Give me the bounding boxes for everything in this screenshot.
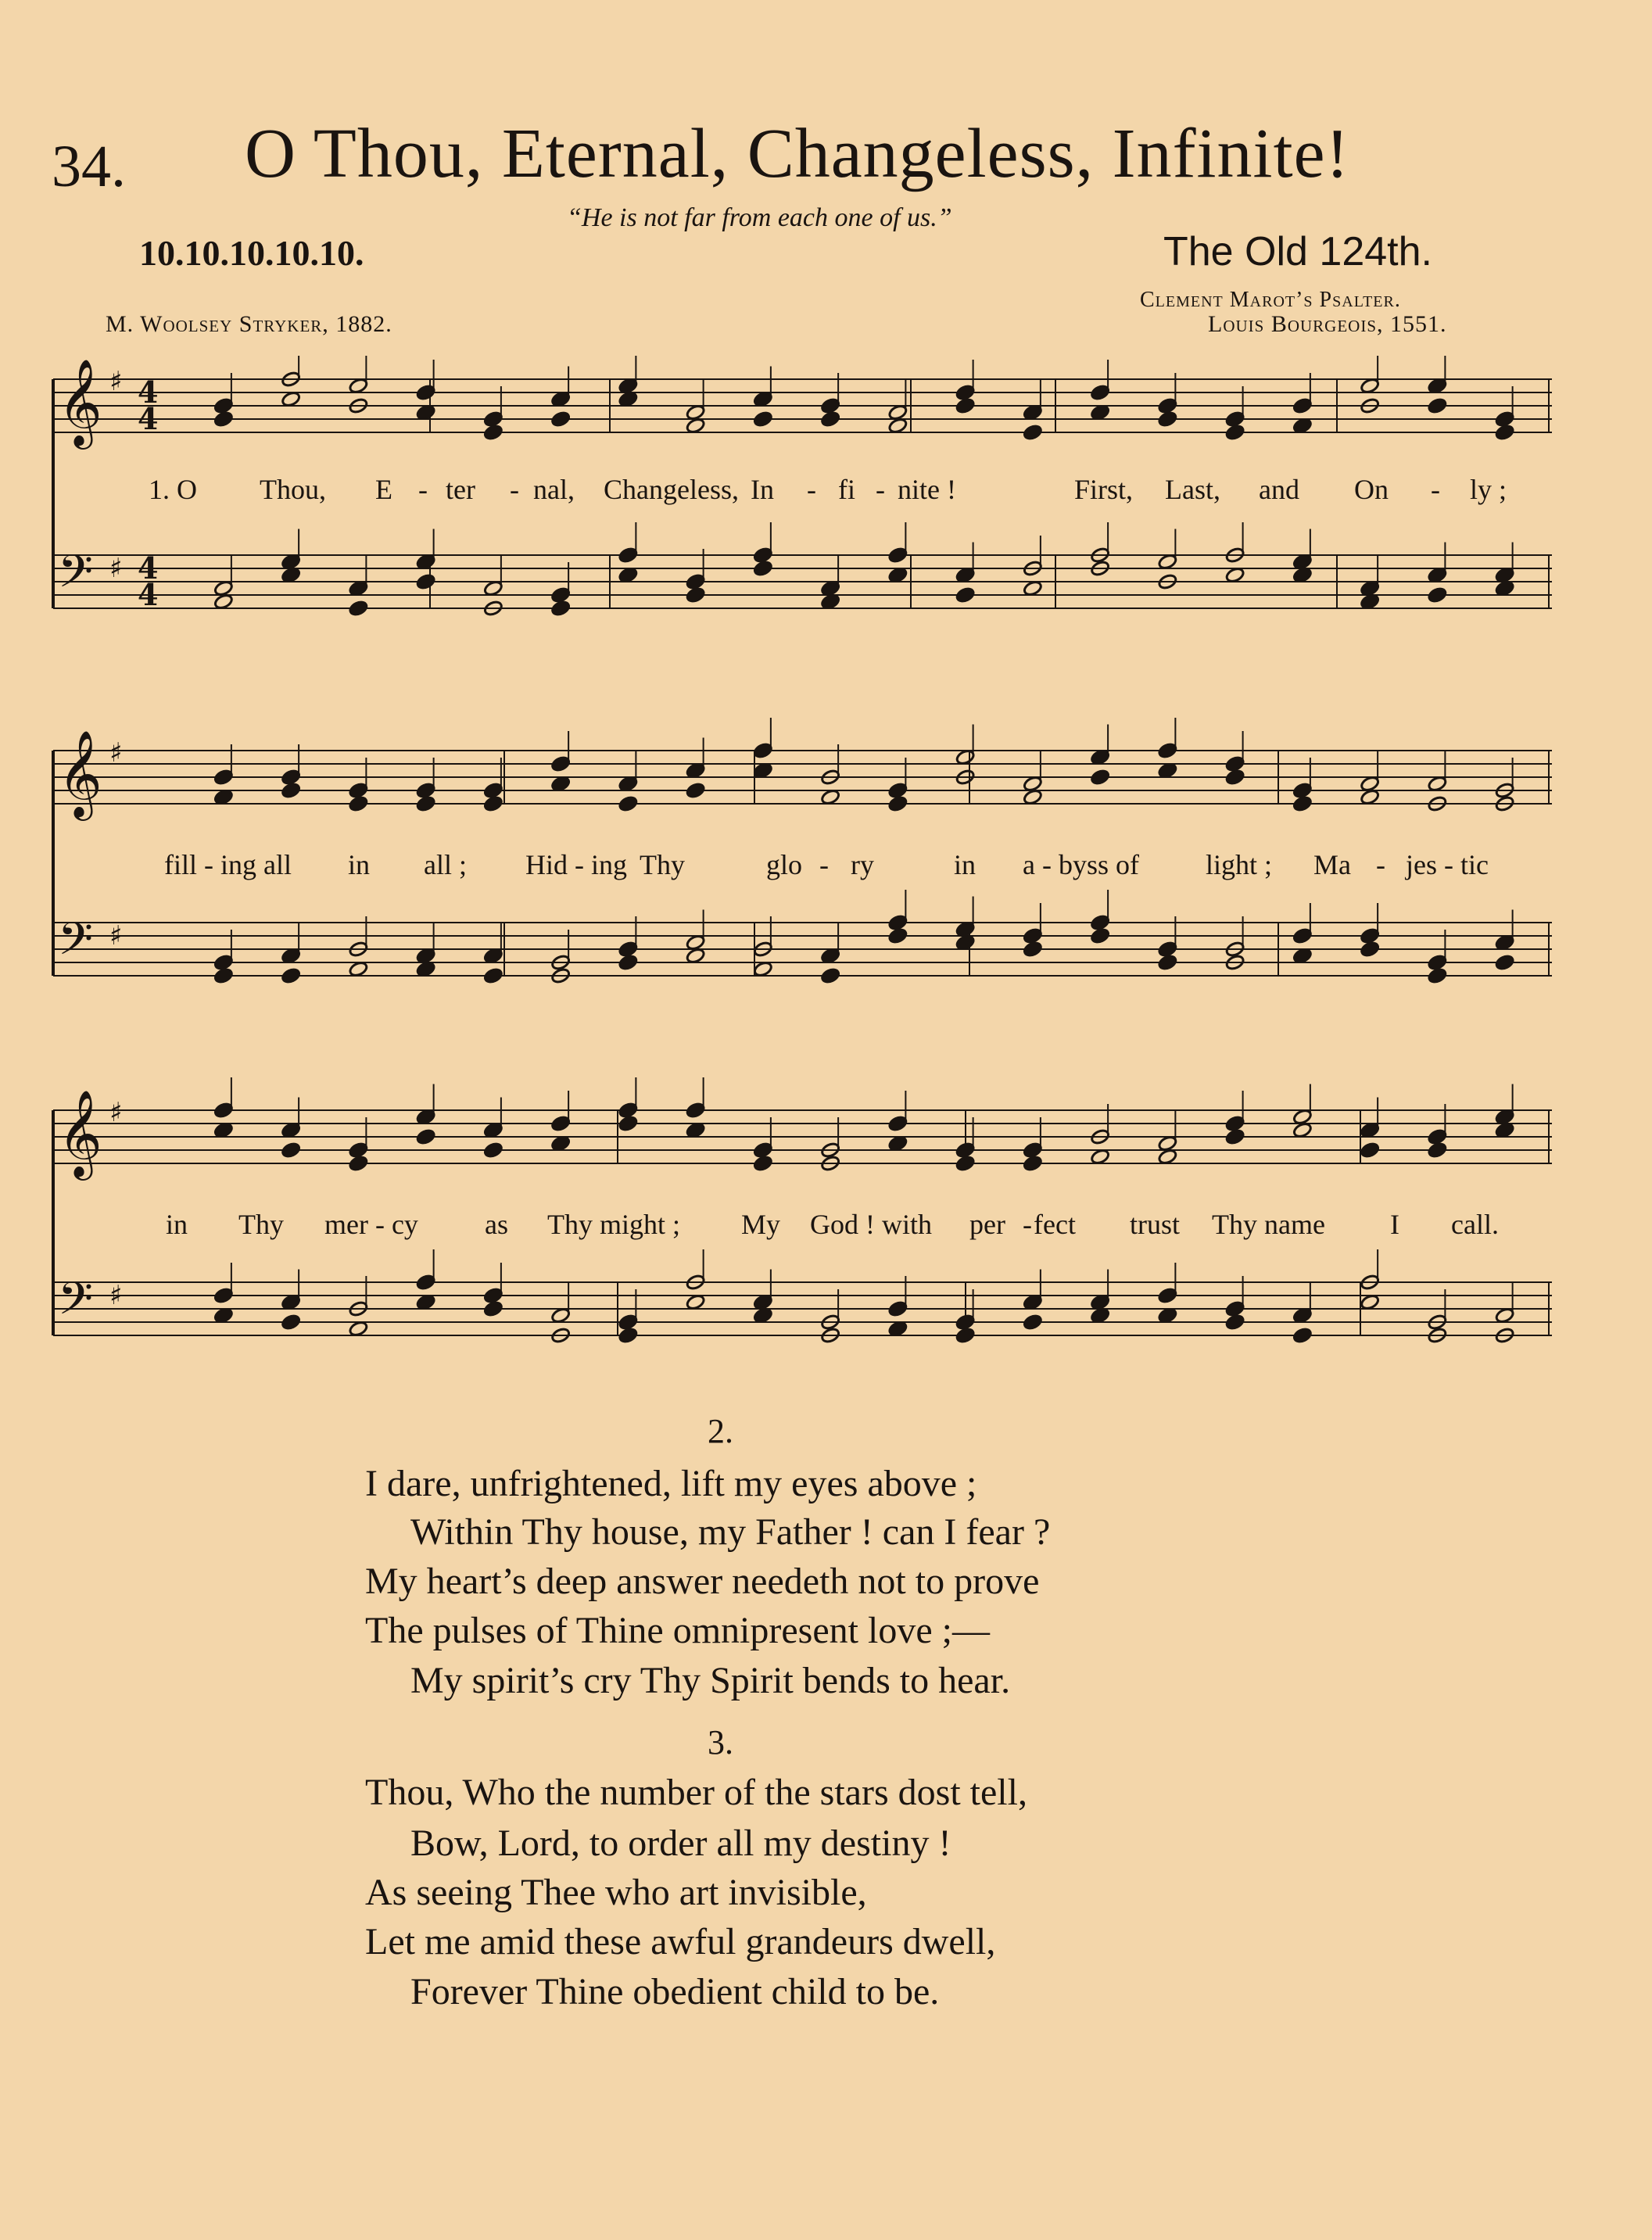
lyric-syllable: mer - cy bbox=[324, 1209, 418, 1240]
note-head bbox=[1495, 424, 1515, 441]
composer-credit: Louis Bourgeois, 1551. bbox=[1208, 311, 1447, 337]
note-head bbox=[1427, 397, 1447, 414]
lyric-syllable: I bbox=[1390, 1209, 1399, 1240]
note-head bbox=[483, 967, 503, 984]
note-head bbox=[281, 967, 301, 984]
verse-line: My heart’s deep answer needeth not to prove bbox=[365, 1561, 1040, 1602]
bass-clef: 𝄢 bbox=[58, 912, 94, 977]
lyric-syllable: - bbox=[1431, 474, 1440, 505]
lyric-syllable: glo bbox=[766, 849, 803, 880]
note-head bbox=[618, 795, 638, 812]
lyric-syllable: Thy might ; bbox=[547, 1209, 680, 1240]
note-head bbox=[753, 560, 773, 577]
note-head bbox=[213, 410, 234, 428]
note-head bbox=[753, 1155, 773, 1172]
verse-number: 2. bbox=[708, 1412, 733, 1450]
treble-clef: 𝄞 bbox=[58, 358, 102, 446]
note-head bbox=[1427, 1142, 1447, 1159]
time-signature-digit: 4 bbox=[138, 577, 159, 612]
lyric-syllable: nite ! bbox=[898, 474, 956, 505]
lyric-syllable: E bbox=[375, 474, 392, 505]
lyric-syllable: a - byss of bbox=[1023, 849, 1139, 880]
note-head bbox=[281, 1314, 301, 1331]
sharp-sign: ♯ bbox=[109, 1097, 123, 1128]
note-head bbox=[483, 795, 503, 812]
verse-line: Forever Thine obedient child to be. bbox=[410, 1971, 940, 2012]
lyric-syllable: jes - tic bbox=[1406, 849, 1489, 880]
lyric-syllable: nal, bbox=[533, 474, 575, 505]
epigraph: “He is not far from each one of us.” bbox=[567, 203, 952, 232]
note-head bbox=[483, 1300, 503, 1317]
lyric-syllable: Changeless, bbox=[604, 474, 739, 505]
note-head bbox=[1292, 795, 1313, 812]
lyric-syllable: trust bbox=[1130, 1209, 1181, 1240]
note-head bbox=[1427, 967, 1447, 984]
treble-clef: 𝄞 bbox=[58, 1089, 102, 1177]
sharp-sign: ♯ bbox=[109, 366, 123, 397]
note-head bbox=[753, 410, 773, 428]
verse-line: Within Thy house, my Father ! can I fear ? bbox=[410, 1511, 1051, 1553]
bass-clef: 𝄢 bbox=[58, 545, 94, 609]
lyric-syllable: - bbox=[1023, 1209, 1032, 1240]
lyric-syllable: In bbox=[751, 474, 774, 505]
note-head bbox=[618, 954, 638, 971]
note-head bbox=[686, 782, 706, 799]
time-signature-digit: 4 bbox=[138, 401, 159, 436]
note-head bbox=[1225, 1314, 1245, 1331]
note-head bbox=[550, 600, 571, 617]
music-system-3 bbox=[47, 1063, 1564, 1392]
note-head bbox=[1292, 1327, 1313, 1344]
lyric-syllable: First, bbox=[1074, 474, 1134, 505]
note-head bbox=[1023, 941, 1043, 958]
verse-line: As seeing Thee who art invisible, bbox=[365, 1872, 867, 1913]
lyric-syllable: Thy name bbox=[1212, 1209, 1325, 1240]
sharp-sign: ♯ bbox=[109, 1280, 123, 1311]
music-system-1 bbox=[47, 356, 1564, 653]
note-head bbox=[1157, 954, 1177, 971]
lyric-syllable: ly ; bbox=[1470, 474, 1507, 505]
tune-source: Clement Marot’s Psalter. bbox=[1140, 288, 1401, 312]
note-head bbox=[281, 782, 301, 799]
note-head bbox=[550, 410, 571, 428]
note-head bbox=[348, 1155, 368, 1172]
lyric-syllable: ry bbox=[851, 849, 874, 880]
hymn-number: 34. bbox=[52, 134, 126, 199]
lyric-syllable: Thy bbox=[640, 849, 685, 880]
music-system-2 bbox=[47, 704, 1564, 1032]
note-head bbox=[686, 586, 706, 604]
tune-name: The Old 124th. bbox=[1163, 229, 1432, 274]
note-head bbox=[887, 927, 908, 944]
verse-line: I dare, unfrightened, lift my eyes above ; bbox=[365, 1463, 977, 1504]
note-head bbox=[1225, 1128, 1245, 1145]
note-head bbox=[1495, 954, 1515, 971]
note-head bbox=[820, 967, 840, 984]
lyric-syllable: - bbox=[819, 849, 829, 880]
lyric-syllable: - bbox=[418, 474, 428, 505]
note-head bbox=[416, 795, 436, 812]
sharp-sign: ♯ bbox=[109, 553, 123, 584]
note-head bbox=[416, 1128, 436, 1145]
lyric-syllable: Thou, bbox=[260, 474, 326, 505]
note-head bbox=[348, 600, 368, 617]
time-signature-digit: 4 bbox=[138, 550, 159, 586]
note-head bbox=[483, 424, 503, 441]
treble-clef: 𝄞 bbox=[58, 729, 102, 817]
lyric-syllable: Last, bbox=[1165, 474, 1220, 505]
verse-line: Bow, Lord, to order all my destiny ! bbox=[410, 1822, 951, 1864]
lyric-syllable: ter bbox=[446, 474, 475, 505]
note-head bbox=[1023, 424, 1043, 441]
lyric-syllable: My bbox=[741, 1209, 781, 1240]
time-signature-digit: 4 bbox=[138, 375, 159, 410]
lyric-syllable: call. bbox=[1451, 1209, 1499, 1240]
sharp-sign: ♯ bbox=[109, 737, 123, 769]
verse-line: Let me amid these awful grandeurs dwell, bbox=[365, 1921, 996, 1962]
lyric-syllable: and bbox=[1259, 474, 1299, 505]
lyric-syllable: - bbox=[510, 474, 519, 505]
note-head bbox=[1157, 410, 1177, 428]
meter: 10.10.10.10.10. bbox=[139, 233, 364, 273]
note-head bbox=[213, 967, 234, 984]
note-head bbox=[618, 1115, 638, 1132]
lyric-syllable: - bbox=[876, 474, 885, 505]
note-head bbox=[416, 573, 436, 590]
lyric-syllable: On bbox=[1354, 474, 1389, 505]
verse-line: My spirit’s cry Thy Spirit bends to hear. bbox=[410, 1660, 1011, 1701]
sharp-sign: ♯ bbox=[109, 920, 123, 952]
hymn-title: O Thou, Eternal, Changeless, Infinite! bbox=[245, 115, 1350, 192]
note-head bbox=[1090, 927, 1110, 944]
lyric-syllable: in bbox=[954, 849, 977, 880]
note-head bbox=[955, 1155, 976, 1172]
note-head bbox=[887, 795, 908, 812]
verse-line: Thou, Who the number of the stars dost tell, bbox=[365, 1772, 1027, 1813]
lyric-syllable: all ; bbox=[424, 849, 467, 880]
lyric-syllable: in bbox=[166, 1209, 188, 1240]
lyric-syllable: fill - ing all bbox=[164, 849, 292, 880]
lyric-syllable: in bbox=[348, 849, 371, 880]
lyric-syllable: Hid - ing bbox=[525, 849, 627, 880]
note-head bbox=[1023, 1155, 1043, 1172]
lyric-syllable: - bbox=[1376, 849, 1385, 880]
note-head bbox=[1360, 1142, 1380, 1159]
lyric-syllable: God ! with bbox=[810, 1209, 932, 1240]
lyric-syllable: fect bbox=[1034, 1209, 1076, 1240]
note-head bbox=[820, 410, 840, 428]
bass-clef: 𝄢 bbox=[58, 1272, 94, 1336]
note-head bbox=[1225, 424, 1245, 441]
note-head bbox=[1360, 941, 1380, 958]
note-head bbox=[348, 795, 368, 812]
note-head bbox=[1023, 1314, 1043, 1331]
note-head bbox=[955, 1327, 976, 1344]
note-head bbox=[955, 397, 976, 414]
note-head bbox=[281, 1142, 301, 1159]
lyric-syllable: - bbox=[807, 474, 816, 505]
author-credit: M. Woolsey Stryker, 1882. bbox=[106, 311, 392, 337]
lyric-syllable: 1. O bbox=[149, 474, 197, 505]
note-head bbox=[1427, 586, 1447, 604]
lyric-syllable: Thy bbox=[238, 1209, 284, 1240]
note-head bbox=[483, 1142, 503, 1159]
note-head bbox=[618, 1327, 638, 1344]
lyric-syllable: fi bbox=[838, 474, 855, 505]
lyric-syllable: light ; bbox=[1206, 849, 1273, 880]
lyric-syllable: as bbox=[485, 1209, 508, 1240]
lyric-syllable: per bbox=[969, 1209, 1005, 1240]
note-head bbox=[1090, 769, 1110, 786]
verse-line: The pulses of Thine omnipresent love ;— bbox=[365, 1610, 990, 1651]
lyric-syllable: Ma bbox=[1313, 849, 1351, 880]
note-head bbox=[1225, 769, 1245, 786]
verse-number: 3. bbox=[708, 1723, 733, 1762]
note-head bbox=[955, 586, 976, 604]
